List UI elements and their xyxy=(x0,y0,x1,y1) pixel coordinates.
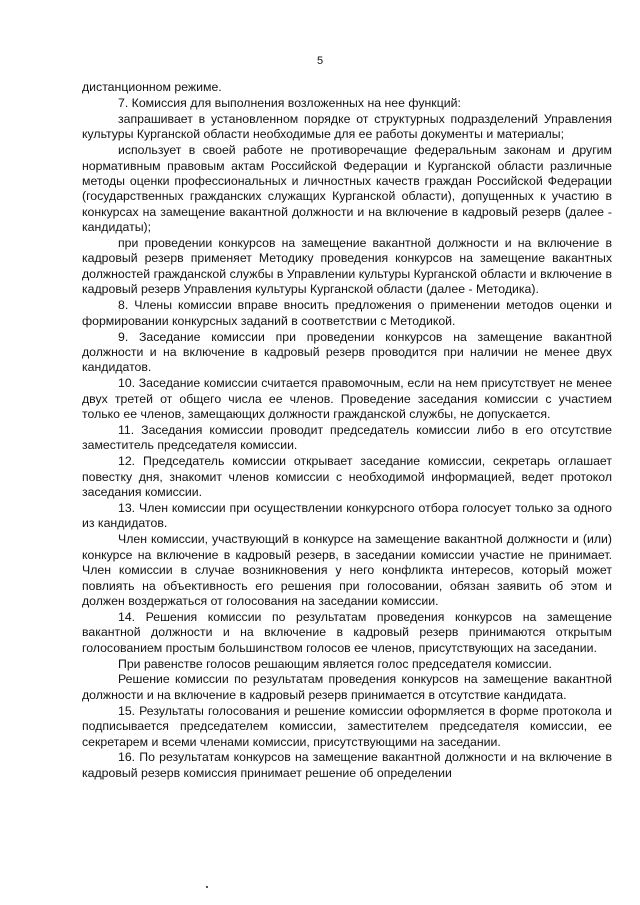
paragraph: 9. Заседание комиссии при проведении конкурсов на замещение вакантной должности и на включение в кадровый резерв проводится при наличии не менее двух кандидатов. xyxy=(82,329,612,375)
paragraph: 16. По результатам конкурсов на замещение вакантной должности и на включение в кадровый резерв комиссия принимает решение об определении xyxy=(82,750,612,780)
paragraph: 15. Результаты голосования и решение комиссии оформляется в форме протокола и подписывается председателем комиссии, заместителем председателя комиссии, ее секретарем и всеми членами комиссии, присутствующими на заседании. xyxy=(82,703,612,749)
paragraph: Решение комиссии по результатам проведения конкурсов на замещение вакантной должности и на включение в кадровый резерв принимается в отсутствие кандидата. xyxy=(82,672,612,702)
paragraph: 13. Член комиссии при осуществлении конкурсного отбора голосует только за одного из кандидатов. xyxy=(82,500,612,531)
scan-speck xyxy=(206,886,208,888)
paragraph: при проведении конкурсов на замещение вакантной должности и на включение в кадровый резерв применяет Методику проведения конкурсов на замещение вакантных должностей гражданской службы в Управлении культуры Курганской области и включение в кадровый резерв Управления культуры Курганской области (далее - Методика). xyxy=(82,236,612,297)
paragraph: дистанционном режиме. xyxy=(82,80,222,94)
document-body xyxy=(82,80,612,782)
paragraph: 8. Члены комиссии вправе вносить предложения о применении методов оценки и формировании конкурсных заданий в соответствии с Методикой. xyxy=(82,298,612,328)
paragraph: 10. Заседание комиссии считается правомочным, если на нем присутствует не менее двух третей от общего числа ее членов. Проведение заседания комиссии с участием только ее членов, замещающих должности гражданской службы, не допускается. xyxy=(82,376,612,422)
paragraph: использует в своей работе не противоречащие федеральным законам и другим нормативным правовым актам Российской Федерации и Курганской области различные методы оценки профессиональных и личностных качеств граждан Российской Федерации (государственных гражданских служащих Курганской области), допущенных к участию в конкурсах на замещение вакантной должности и на включение в кадровый резерв (далее - кандидаты); xyxy=(82,143,612,235)
paragraph: 12. Председатель комиссии открывает заседание комиссии, секретарь оглашает повестку дня, знакомит членов комиссии с необходимой информацией, ведет протокол заседания комиссии. xyxy=(82,454,612,500)
paragraph: Член комиссии, участвующий в конкурсе на замещение вакантной должности и (или) конкурсе на включение в кадровый резерв, в заседании комиссии участие не принимает. Член комиссии в случае возникновения у него конфликта интересов, который может повлиять на объективность его решения при голосовании, обязан заявить об этом и должен воздержаться от голосования на заседании комиссии. xyxy=(82,532,612,608)
paragraph: 14. Решения комиссии по результатам проведения конкурсов на замещение вакантной должности и на включение в кадровый резерв принимаются открытым голосованием простым большинством голосов ее членов, присутствующих на заседании. xyxy=(82,609,612,655)
paragraph: 11. Заседания комиссии проводит председатель комиссии либо в его отсутствие заместитель председателя комиссии. xyxy=(82,422,612,453)
paragraph: При равенстве голосов решающим является голос председателя комиссии. xyxy=(118,656,552,671)
page-number: 5 xyxy=(316,55,324,67)
paragraph: запрашивает в установленном порядке от структурных подразделений Управления культуры Курганской области необходимые для ее работы документы и материалы; xyxy=(82,111,612,142)
paragraph: 7. Комиссия для выполнения возложенных на нее функций: xyxy=(118,95,461,110)
